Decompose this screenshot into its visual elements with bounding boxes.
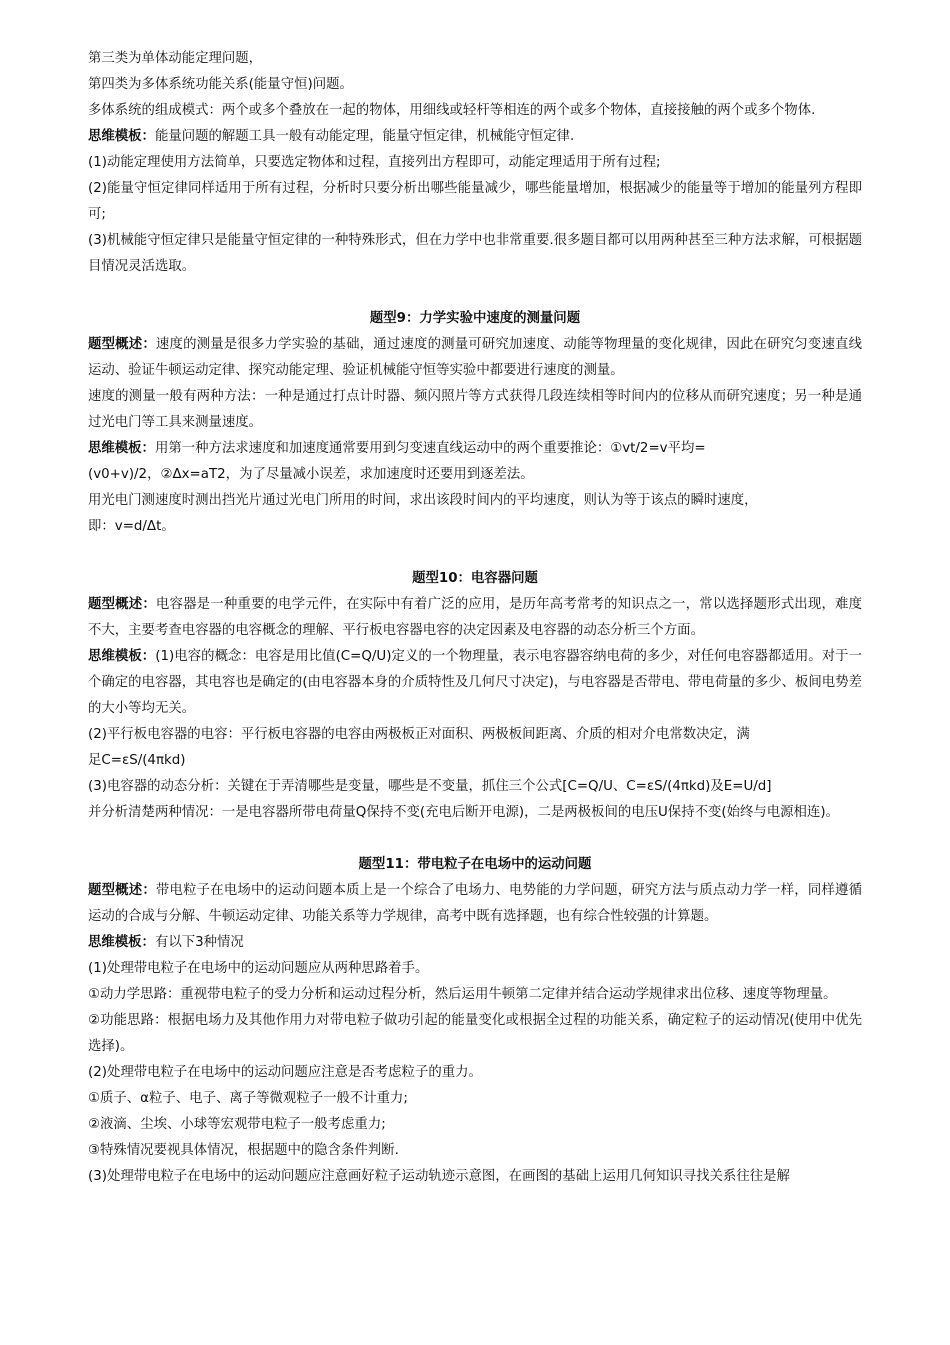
intro-line-1: 第三类为单体动能定理问题， (88, 51, 263, 66)
section-11-line-7: ③特殊情况要视具体情况，根据题中的隐含条件判断. (88, 1143, 399, 1158)
section-9-overview (88, 332, 862, 384)
section-9-think-text: 用第一种方法求速度和加速度通常要用到匀变速直线运动中的两个重要推论：①vt/2=v平均= (154, 441, 706, 456)
section-10-line-1: (2)平行板电容器的电容：平行板电容器的电容由两极板正对面积、两极板间距离、介质的相对介电常数决定，满 (88, 727, 750, 742)
section-10-line-3: (3)电容器的动态分析：关键在于弄清哪些是变量，哪些是不变量，抓住三个公式[C=Q/U、C=εS/(4πkd)及E=U/d] (88, 779, 772, 794)
section-11-line-3: ②功能思路：根据电场力及其他作用力对带电粒子做功引起的能量变化或根据全过程的功能关系，确定粒子的运动情况(使用中优先选择)。 (88, 1013, 862, 1054)
section-9-title: 题型9：力学实验中速度的测量问题 (369, 311, 581, 326)
section-11-think (88, 930, 862, 956)
section-9-overview-text: 速度的测量是很多力学实验的基础，通过速度的测量可研究加速度、动能等物理量的变化规律，因此在研究匀变速直线运动、验证牛顿运动定律、探究动能定理、验证机械能守恒等实验中都要进行速度的测量。 (88, 337, 863, 378)
section-11-line-8: (3)处理带电粒子在电场中的运动问题应注意画好粒子运动轨迹示意图，在画图的基础上运用几何知识寻找关系往往是解 (88, 1169, 790, 1184)
section-9-line-4: 即：v=d/Δt。 (88, 519, 175, 534)
section-9-think (88, 436, 862, 462)
intro-line-3: 多体系统的组成模式：两个或多个叠放在一起的物体，用细线或轻杆等相连的两个或多个物体，直接接触的两个或多个物体. (88, 103, 816, 118)
intro-think-paragraph (88, 124, 862, 150)
intro-line-5: (2)能量守恒定律同样适用于所有过程，分析时只要分析出哪些能量减少，哪些能量增加，根据减少的能量等于增加的能量列方程即可; (88, 181, 862, 222)
section-9-line-3: 用光电门测速度时测出挡光片通过光电门所用的时间，求出该段时间内的平均速度，则认为等于该点的瞬时速度， (88, 493, 758, 508)
section-11-think-label: 思维模板： (88, 935, 155, 950)
section-11-line-5: ①质子、α粒子、电子、离子等微观粒子一般不计重力; (88, 1091, 408, 1106)
section-11-line-2: ①动力学思路：重视带电粒子的受力分析和运动过程分析，然后运用牛顿第二定律并结合运动学规律求出位移、速度等物理量。 (88, 987, 837, 1002)
intro-think-label: 思维模板： (88, 129, 155, 144)
section-10-think-label: 思维模板： (88, 649, 156, 664)
section-9-line-2: (v0+v)/2，②Δx=aT2，为了尽量减小误差，求加速度时还要用到逐差法。 (88, 467, 534, 482)
section-10-line-4: 并分析清楚两种情况：一是电容器所带电荷量Q保持不变(充电后断开电源)，二是两极板间的电压U保持不变(始终与电源相连)。 (88, 805, 839, 820)
section-11-line-4: (2)处理带电粒子在电场中的运动问题应注意是否考虑粒子的重力。 (88, 1065, 482, 1080)
intro-line-6: (3)机械能守恒定律只是能量守恒定律的一种特殊形式，但在力学中也非常重要.很多题目都可以用两种甚至三种方法求解，可根据题目情况灵活选取。 (88, 233, 862, 274)
section-10-overview-label: 题型概述： (88, 597, 156, 612)
section-10-overview-text: 电容器是一种重要的电学元件，在实际中有着广泛的应用，是历年高考常考的知识点之一，常以选择题形式出现，难度不大，主要考查电容器的电容概念的理解、平行板电容器电容的决定因素及电容器的动态分析三个方面。 (88, 597, 863, 638)
section-10-think-text: (1)电容的概念：电容是用比值(C=Q/U)定义的一个物理量，表示电容器容纳电荷的多少，对任何电容器都适用。对于一个确定的电容器，其电容也是确定的(由电容器本身的介质特性及几何尺寸决定)，与电容器是否带电、带电荷量的多少、板间电势差的大小等均无关。 (88, 649, 863, 716)
section-10-line-2: 足C=εS/(4πkd) (88, 753, 186, 768)
intro-think-text: 能量问题的解题工具一般有动能定理，能量守恒定律，机械能守恒定律. (154, 129, 575, 144)
section-11-title: 题型11：带电粒子在电场中的运动问题 (358, 857, 592, 872)
intro-line-2: 第四类为多体系统功能关系(能量守恒)问题。 (88, 77, 353, 92)
section-9-think-label: 思维模板： (88, 441, 155, 456)
section-11-overview-label: 题型概述： (88, 883, 156, 898)
section-9-line-1: 速度的测量一般有两种方法：一种是通过打点计时器、频闪照片等方式获得几段连续相等时间内的位移从而研究速度；另一种是通过光电门等工具来测量速度。 (88, 389, 862, 430)
section-10-think (88, 644, 862, 722)
section-9-overview-label: 题型概述： (88, 337, 156, 352)
section-10-title: 题型10：电容器问题 (412, 571, 538, 586)
section-11-overview (88, 878, 862, 930)
intro-line-4: (1)动能定理使用方法简单，只要选定物体和过程，直接列出方程即可，动能定理适用于所有过程; (88, 155, 661, 170)
section-10-overview (88, 592, 862, 644)
section-11-think-text: 有以下3种情况 (154, 935, 244, 950)
section-11-line-6: ②液滴、尘埃、小球等宏观带电粒子一般考虑重力; (88, 1117, 386, 1132)
section-11-line-1: (1)处理带电粒子在电场中的运动问题应从两种思路着手。 (88, 961, 429, 976)
section-11-overview-text: 带电粒子在电场中的运动问题本质上是一个综合了电场力、电势能的力学问题，研究方法与质点动力学一样，同样遵循运动的合成与分解、牛顿运动定律、功能关系等力学规律，高考中既有选择题，也有综合性较强的计算题。 (88, 883, 863, 924)
